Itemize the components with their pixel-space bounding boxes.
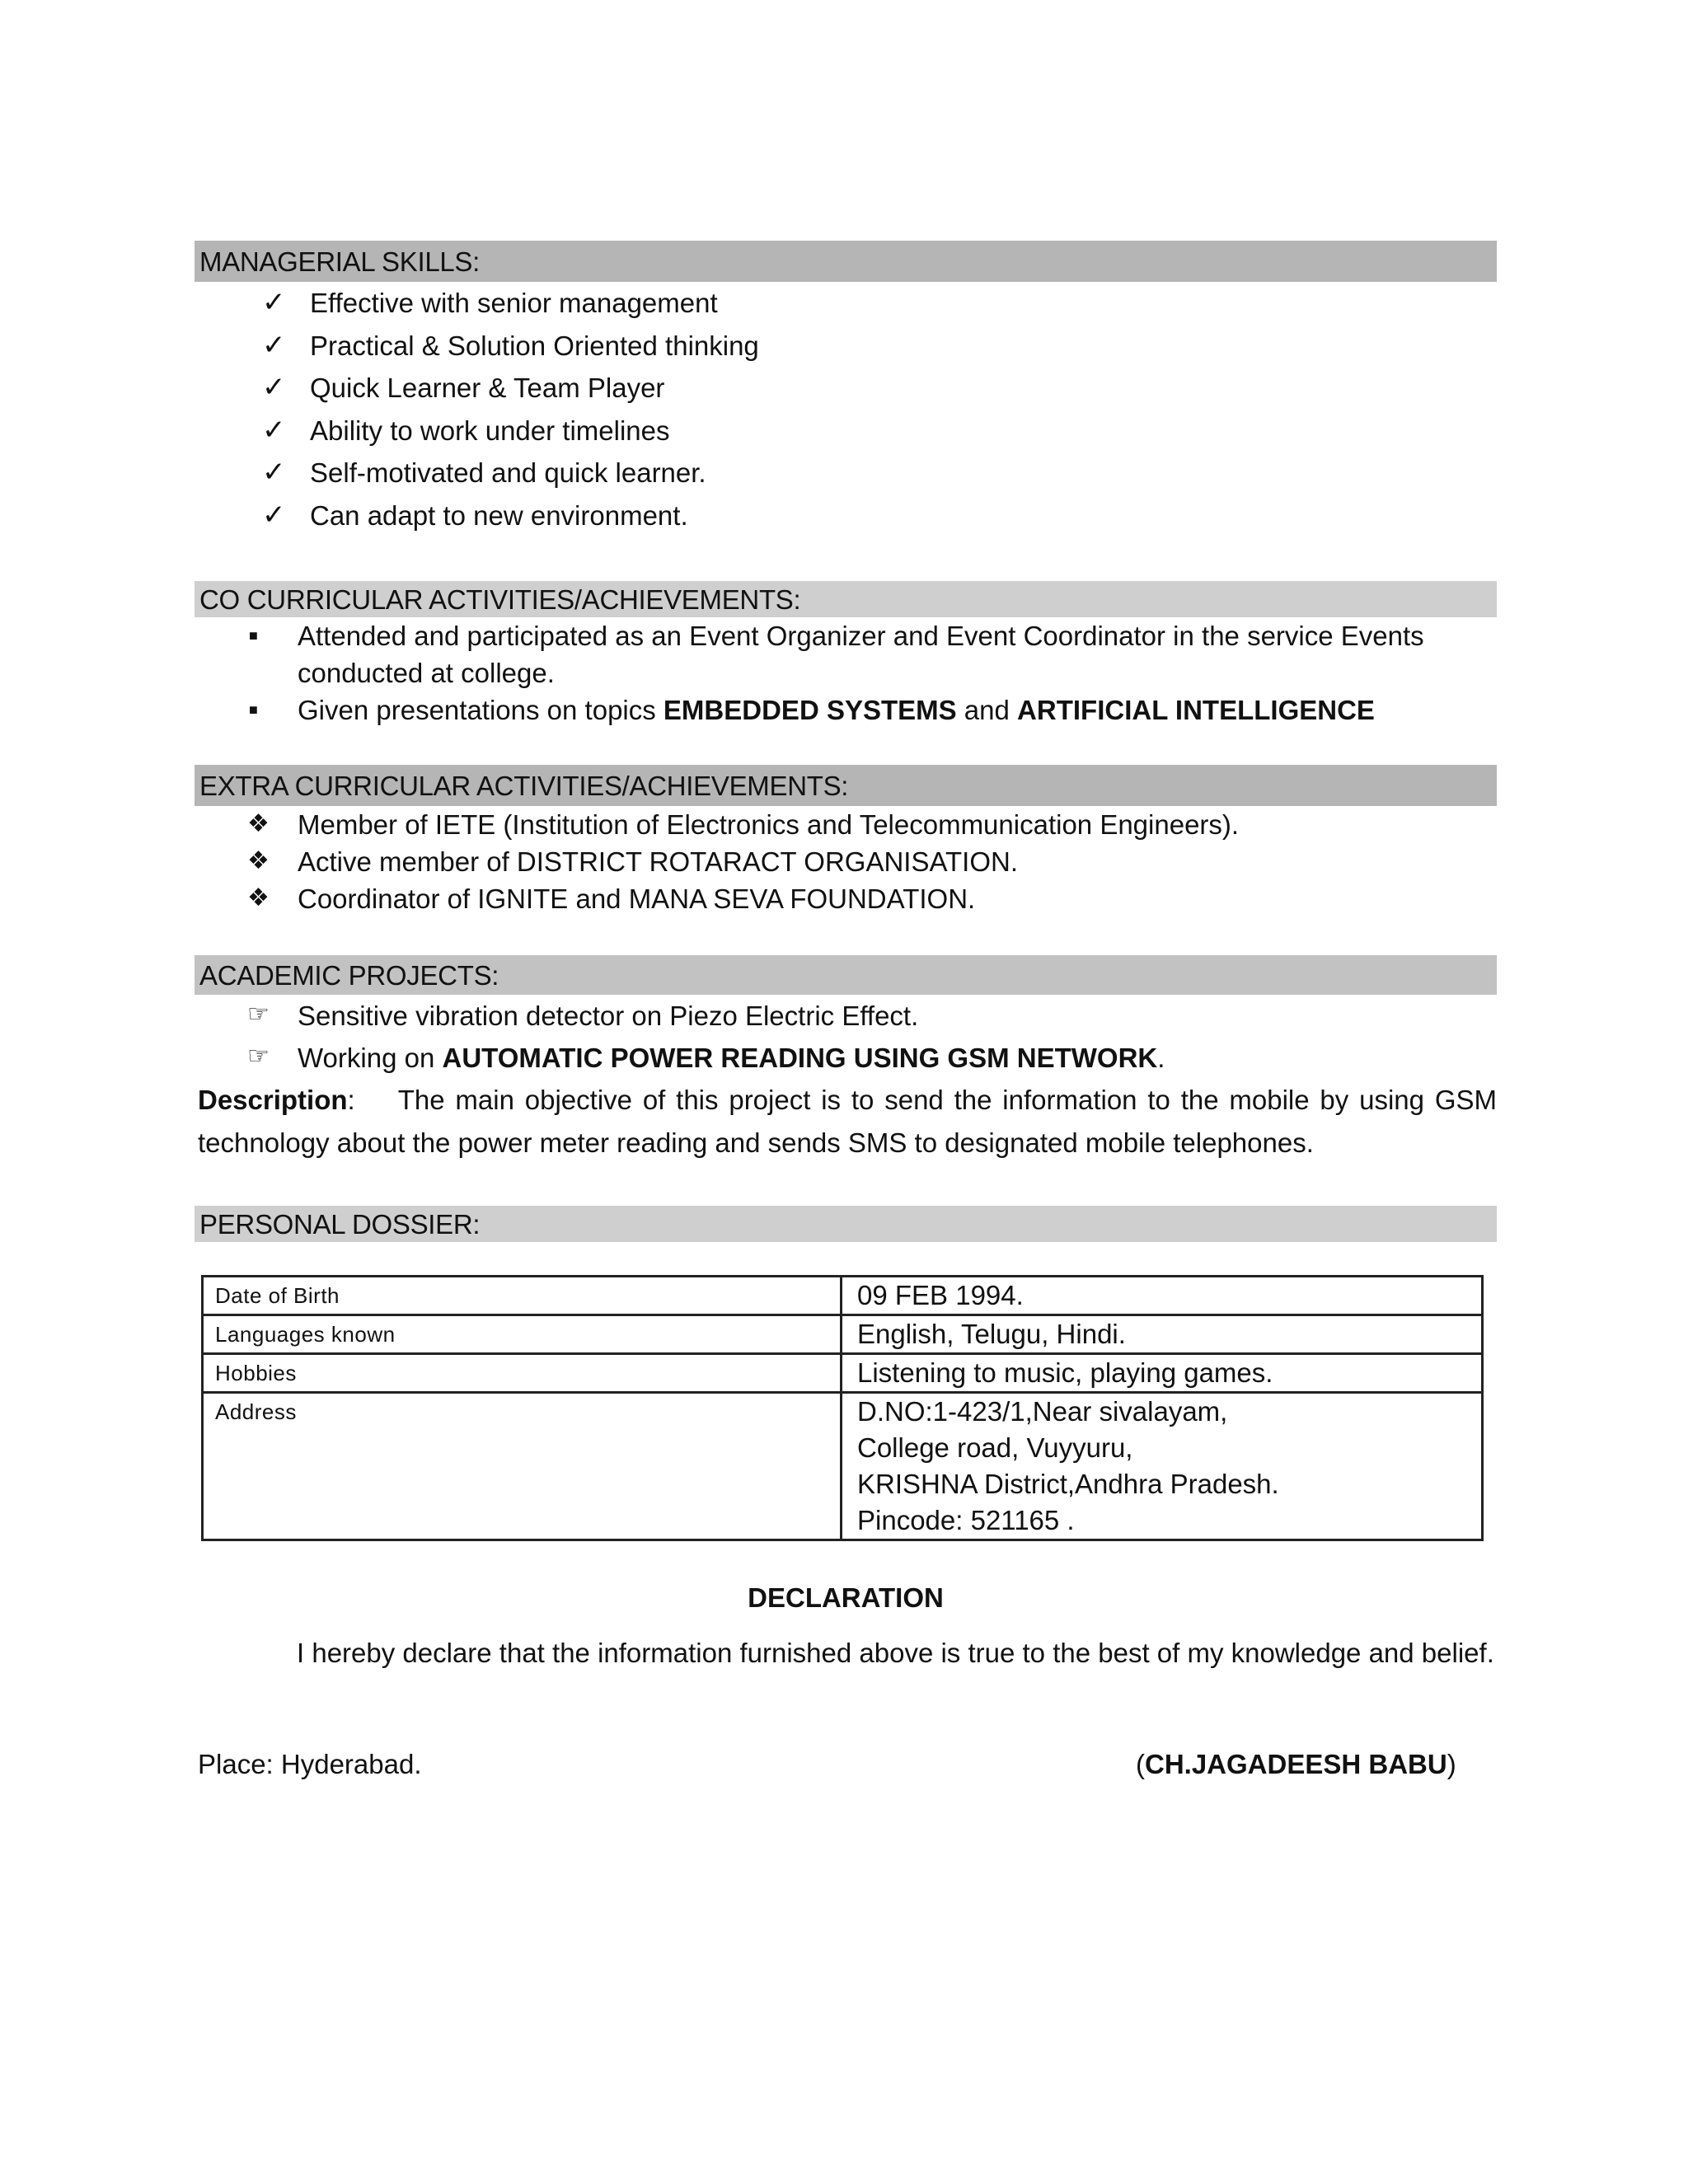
diamond-bullet-icon: ❖ [247, 847, 270, 874]
extra-curricular-list [195, 806, 1497, 917]
managerial-skills-list [195, 282, 1497, 537]
list-item: ✓ Practical & Solution Oriented thinking [195, 325, 1497, 368]
table-row [203, 1277, 1483, 1315]
pointing-hand-icon: ☞ [247, 1043, 270, 1070]
checkmark-icon: ✓ [262, 287, 286, 318]
pointing-hand-icon: ☞ [247, 1001, 270, 1028]
list-item: ■ Given presentations on topics EMBEDDED SYSTEMS and ARTIFICIAL INTELLIGENCE [195, 691, 1497, 729]
checkmark-icon: ✓ [262, 329, 286, 361]
dob-label: Date of Birth [203, 1277, 842, 1315]
hobbies-label: Hobbies [203, 1354, 842, 1393]
declaration-body: I hereby declare that the information furnished above is true to the best of my knowledge and belief. [297, 1638, 1494, 1668]
table-row [203, 1315, 1483, 1354]
table-row [203, 1354, 1483, 1393]
place: Place: Hyderabad. [198, 1749, 422, 1779]
signatory-name: (CH.JAGADEESH BABU) [1136, 1749, 1456, 1779]
list-item: ✓ Ability to work under timelines [195, 410, 1497, 452]
declaration-title: DECLARATION [748, 1582, 944, 1613]
address-value: D.NO:1-423/1,Near sivalayam, College road, Vuyyuru, KRISHNA District,Andhra Pradesh. Pincode: 521165 . [842, 1393, 1483, 1540]
personal-dossier-heading: PERSONAL DOSSIER: [195, 1206, 1497, 1242]
list-item: ☞ Working on AUTOMATIC POWER READING USING GSM NETWORK. [195, 1037, 1497, 1079]
diamond-bullet-icon: ❖ [247, 884, 270, 912]
table-row [203, 1393, 1483, 1540]
co-curricular-list [195, 617, 1497, 729]
list-item: ❖ Coordinator of IGNITE and MANA SEVA FOUNDATION. [195, 880, 1497, 917]
list-item: ❖ Active member of DISTRICT ROTARACT ORGANISATION. [195, 843, 1497, 880]
square-bullet-icon: ■ [249, 627, 258, 644]
languages-label: Languages known [203, 1315, 842, 1354]
checkmark-icon: ✓ [262, 499, 286, 531]
managerial-skills-heading: MANAGERIAL SKILLS: [195, 241, 1497, 282]
list-item: ✓ Quick Learner & Team Player [195, 367, 1497, 410]
dob-value: 09 FEB 1994. [842, 1277, 1483, 1315]
list-item: ✓ Self-motivated and quick learner. [195, 452, 1497, 494]
resume-page [195, 241, 1497, 1790]
academic-projects-heading: ACADEMIC PROJECTS: [195, 955, 1497, 995]
academic-projects-list [195, 995, 1497, 1079]
project-description: Description: The main objective of this project is to send the information to the mobile by using GSM technology about the power meter reading and sends SMS to designated mobile telephones. [198, 1085, 1497, 1158]
checkmark-icon: ✓ [262, 457, 286, 488]
hobbies-value: Listening to music, playing games. [842, 1354, 1483, 1393]
diamond-bullet-icon: ❖ [247, 810, 270, 837]
checkmark-icon: ✓ [262, 372, 286, 403]
checkmark-icon: ✓ [262, 414, 286, 446]
square-bullet-icon: ■ [249, 701, 258, 718]
languages-value: English, Telugu, Hindi. [842, 1315, 1483, 1354]
signature-block [195, 1749, 1497, 1790]
co-curricular-heading: CO CURRICULAR ACTIVITIES/ACHIEVEMENTS: [195, 581, 1497, 617]
list-item: ☞ Sensitive vibration detector on Piezo Electric Effect. [195, 995, 1497, 1037]
personal-dossier-table [201, 1275, 1484, 1541]
list-item: ✓ Effective with senior management [195, 282, 1497, 325]
list-item: ❖ Member of IETE (Institution of Electronics and Telecommunication Engineers). [195, 806, 1497, 843]
extra-curricular-heading: EXTRA CURRICULAR ACTIVITIES/ACHIEVEMENTS: [195, 765, 1497, 806]
list-item: ■ Attended and participated as an Event Organizer and Event Coordinator in the service Events conducted at college. [195, 617, 1497, 691]
address-label: Address [203, 1393, 842, 1540]
list-item: ✓ Can adapt to new environment. [195, 494, 1497, 537]
